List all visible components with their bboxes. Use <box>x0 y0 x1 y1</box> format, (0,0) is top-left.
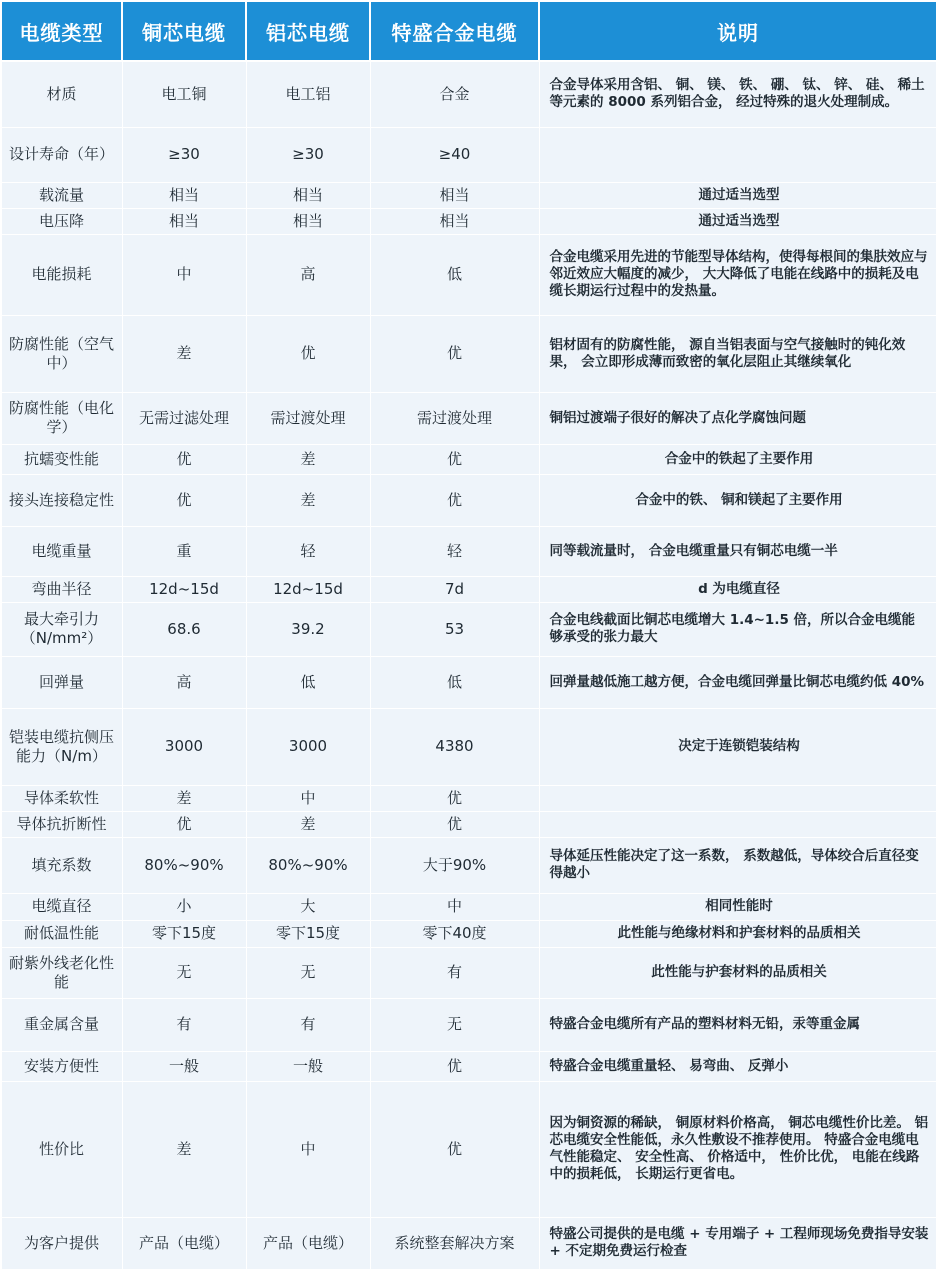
table-row <box>1 208 936 234</box>
description: 同等载流量时， 合金电缆重量只有铜芯电缆一半 <box>539 526 936 576</box>
copper-value: 电工铜 <box>122 61 246 127</box>
description <box>539 811 936 837</box>
aluminum-value: 差 <box>246 811 370 837</box>
aluminum-value: 差 <box>246 474 370 526</box>
copper-value: 无需过滤处理 <box>122 392 246 444</box>
alloy-value: 优 <box>370 474 539 526</box>
aluminum-value: 一般 <box>246 1051 370 1081</box>
description: d 为电缆直径 <box>539 576 936 602</box>
description: 合金电线截面比铜芯电缆增大 1.4~1.5 倍，所以合金电缆能够承受的张力最大 <box>539 602 936 656</box>
alloy-value: 优 <box>370 785 539 811</box>
table-row <box>1 474 936 526</box>
row-name: 设计寿命（年） <box>1 127 122 182</box>
row-name: 电能损耗 <box>1 234 122 315</box>
description: 铜铝过渡端子很好的解决了点化学腐蚀问题 <box>539 392 936 444</box>
copper-value: 12d~15d <box>122 576 246 602</box>
row-name: 安装方便性 <box>1 1051 122 1081</box>
alloy-value: 优 <box>370 315 539 392</box>
description: 此性能与绝缘材料和护套材料的品质相关 <box>539 920 936 947</box>
header-copper: 铜芯电缆 <box>122 1 246 61</box>
aluminum-value: 中 <box>246 785 370 811</box>
alloy-value: 优 <box>370 811 539 837</box>
description: 铝材固有的防腐性能， 源自当铝表面与空气接触时的钝化效果， 会立即形成薄而致密的氧化层阻止其继续氧化 <box>539 315 936 392</box>
copper-value: 重 <box>122 526 246 576</box>
table-row <box>1 392 936 444</box>
description: 合金导体采用含铝、 铜、 镁、 铁、 硼、 钛、 锌、 硅、 稀土等元素的 8000 系列铝合金， 经过特殊的退火处理制成。 <box>539 61 936 127</box>
alloy-value: 大于90% <box>370 837 539 893</box>
table-row <box>1 315 936 392</box>
alloy-value: 优 <box>370 1081 539 1217</box>
aluminum-value: 高 <box>246 234 370 315</box>
aluminum-value: 需过渡处理 <box>246 392 370 444</box>
copper-value: 零下15度 <box>122 920 246 947</box>
header-alloy: 特盛合金电缆 <box>370 1 539 61</box>
aluminum-value: 轻 <box>246 526 370 576</box>
copper-value: 3000 <box>122 708 246 785</box>
row-name: 接头连接稳定性 <box>1 474 122 526</box>
table-row <box>1 785 936 811</box>
table-row <box>1 893 936 920</box>
aluminum-value: 大 <box>246 893 370 920</box>
copper-value: 相当 <box>122 182 246 208</box>
table-row <box>1 444 936 474</box>
table-row <box>1 127 936 182</box>
alloy-value: 合金 <box>370 61 539 127</box>
aluminum-value: 中 <box>246 1081 370 1217</box>
table-row <box>1 920 936 947</box>
copper-value: 优 <box>122 474 246 526</box>
row-name: 重金属含量 <box>1 998 122 1051</box>
copper-value: 中 <box>122 234 246 315</box>
description: 此性能与护套材料的品质相关 <box>539 947 936 998</box>
aluminum-value: 无 <box>246 947 370 998</box>
description: 合金电缆采用先进的节能型导体结构，使得每根间的集肤效应与邻近效应大幅度的减少， 大大降低了电能在线路中的损耗及电缆长期运行过程中的发热量。 <box>539 234 936 315</box>
description <box>539 785 936 811</box>
row-name: 为客户提供 <box>1 1217 122 1269</box>
aluminum-value: 产品（电缆） <box>246 1217 370 1269</box>
aluminum-value: ≥30 <box>246 127 370 182</box>
alloy-value: 低 <box>370 234 539 315</box>
aluminum-value: 电工铝 <box>246 61 370 127</box>
description: 通过适当选型 <box>539 182 936 208</box>
alloy-value: 有 <box>370 947 539 998</box>
table-row <box>1 526 936 576</box>
alloy-value: 低 <box>370 656 539 708</box>
copper-value: 差 <box>122 785 246 811</box>
aluminum-value: 有 <box>246 998 370 1051</box>
alloy-value: 优 <box>370 444 539 474</box>
table-row <box>1 234 936 315</box>
row-name: 载流量 <box>1 182 122 208</box>
copper-value: 优 <box>122 444 246 474</box>
aluminum-value: 80%~90% <box>246 837 370 893</box>
copper-value: 68.6 <box>122 602 246 656</box>
row-name: 防腐性能（空气中） <box>1 315 122 392</box>
table-row <box>1 182 936 208</box>
table-row <box>1 656 936 708</box>
row-name: 回弹量 <box>1 656 122 708</box>
table-row <box>1 61 936 127</box>
header-description: 说明 <box>539 1 936 61</box>
row-name: 电压降 <box>1 208 122 234</box>
description: 决定于连锁铠装结构 <box>539 708 936 785</box>
aluminum-value: 低 <box>246 656 370 708</box>
description: 合金中的铁、 铜和镁起了主要作用 <box>539 474 936 526</box>
table-row <box>1 708 936 785</box>
copper-value: 差 <box>122 315 246 392</box>
alloy-value: 4380 <box>370 708 539 785</box>
description: 导体延压性能决定了这一系数， 系数越低，导体绞合后直径变得越小 <box>539 837 936 893</box>
description: 通过适当选型 <box>539 208 936 234</box>
row-name: 导体抗折断性 <box>1 811 122 837</box>
copper-value: 高 <box>122 656 246 708</box>
table-row <box>1 998 936 1051</box>
table-row <box>1 602 936 656</box>
header-row <box>1 1 936 61</box>
description: 特盛合金电缆重量轻、 易弯曲、 反弹小 <box>539 1051 936 1081</box>
copper-value: 80%~90% <box>122 837 246 893</box>
header-cable-type: 电缆类型 <box>1 1 122 61</box>
row-name: 电缆重量 <box>1 526 122 576</box>
copper-value: 小 <box>122 893 246 920</box>
row-name: 填充系数 <box>1 837 122 893</box>
row-name: 抗蠕变性能 <box>1 444 122 474</box>
description: 合金中的铁起了主要作用 <box>539 444 936 474</box>
alloy-value: 7d <box>370 576 539 602</box>
aluminum-value: 差 <box>246 444 370 474</box>
aluminum-value: 零下15度 <box>246 920 370 947</box>
copper-value: ≥30 <box>122 127 246 182</box>
row-name: 铠装电缆抗侧压能力（N/m） <box>1 708 122 785</box>
row-name: 最大牵引力（N/mm²） <box>1 602 122 656</box>
table-row <box>1 576 936 602</box>
copper-value: 产品（电缆） <box>122 1217 246 1269</box>
row-name: 防腐性能（电化学） <box>1 392 122 444</box>
alloy-value: 中 <box>370 893 539 920</box>
table-row <box>1 947 936 998</box>
row-name: 弯曲半径 <box>1 576 122 602</box>
row-name: 性价比 <box>1 1081 122 1217</box>
table-row <box>1 811 936 837</box>
row-name: 电缆直径 <box>1 893 122 920</box>
alloy-value: 需过渡处理 <box>370 392 539 444</box>
row-name: 耐紫外线老化性能 <box>1 947 122 998</box>
table-row <box>1 837 936 893</box>
description <box>539 127 936 182</box>
copper-value: 优 <box>122 811 246 837</box>
copper-value: 一般 <box>122 1051 246 1081</box>
copper-value: 差 <box>122 1081 246 1217</box>
description: 相同性能时 <box>539 893 936 920</box>
aluminum-value: 12d~15d <box>246 576 370 602</box>
aluminum-value: 39.2 <box>246 602 370 656</box>
row-name: 材质 <box>1 61 122 127</box>
alloy-value: ≥40 <box>370 127 539 182</box>
alloy-value: 优 <box>370 1051 539 1081</box>
alloy-value: 53 <box>370 602 539 656</box>
aluminum-value: 相当 <box>246 208 370 234</box>
alloy-value: 相当 <box>370 182 539 208</box>
description: 特盛合金电缆所有产品的塑料材料无铅，汞等重金属 <box>539 998 936 1051</box>
copper-value: 有 <box>122 998 246 1051</box>
aluminum-value: 相当 <box>246 182 370 208</box>
aluminum-value: 3000 <box>246 708 370 785</box>
header-aluminum: 铝芯电缆 <box>246 1 370 61</box>
alloy-value: 系统整套解决方案 <box>370 1217 539 1269</box>
description: 因为铜资源的稀缺， 铜原材料价格高， 铜芯电缆性价比差。 铝芯电缆安全性能低，永久性敷设不推荐使用。 特盛合金电缆电气性能稳定、 安全性高、 价格适中， 性价比优， 电能在线路中的损耗低， 长期运行更省电。 <box>539 1081 936 1217</box>
row-name: 耐低温性能 <box>1 920 122 947</box>
description: 回弹量越低施工越方便，合金电缆回弹量比铜芯电缆约低 40% <box>539 656 936 708</box>
alloy-value: 相当 <box>370 208 539 234</box>
description: 特盛公司提供的是电缆 + 专用端子 + 工程师现场免费指导安装 + 不定期免费运行检查 <box>539 1217 936 1269</box>
copper-value: 无 <box>122 947 246 998</box>
alloy-value: 零下40度 <box>370 920 539 947</box>
table-row <box>1 1051 936 1081</box>
alloy-value: 轻 <box>370 526 539 576</box>
alloy-value: 无 <box>370 998 539 1051</box>
table-row <box>1 1217 936 1269</box>
copper-value: 相当 <box>122 208 246 234</box>
row-name: 导体柔软性 <box>1 785 122 811</box>
aluminum-value: 优 <box>246 315 370 392</box>
table-row <box>1 1081 936 1217</box>
